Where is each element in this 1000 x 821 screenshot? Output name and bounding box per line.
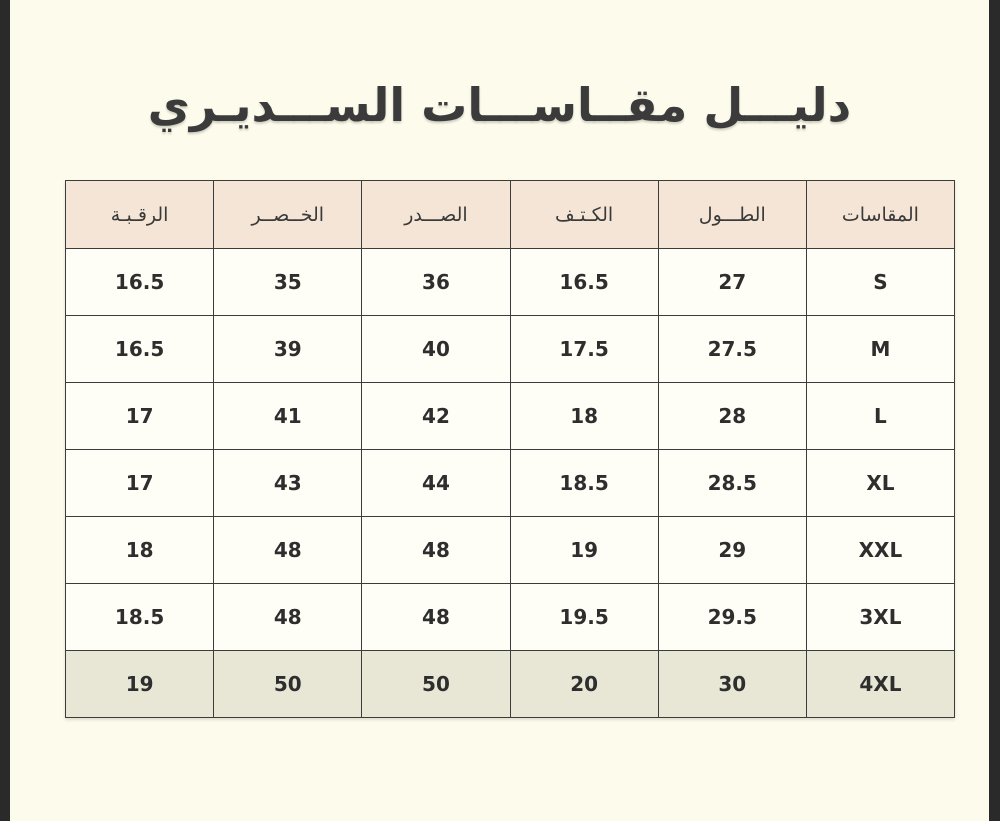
cell-neck: 18 xyxy=(66,517,214,584)
cell-waist: 43 xyxy=(214,450,362,517)
cell-length: 29 xyxy=(658,517,806,584)
cell-size: S xyxy=(806,249,954,316)
cell-length: 30 xyxy=(658,651,806,718)
size-guide-card xyxy=(10,0,989,821)
cell-shoulder: 18 xyxy=(510,383,658,450)
size-table xyxy=(65,180,955,718)
cell-size: 4XL xyxy=(806,651,954,718)
cell-shoulder: 19.5 xyxy=(510,584,658,651)
cell-chest: 44 xyxy=(362,450,510,517)
header-size: المقاسات xyxy=(806,181,954,249)
cell-chest: 48 xyxy=(362,517,510,584)
table-row xyxy=(66,651,955,718)
cell-length: 28 xyxy=(658,383,806,450)
cell-waist: 48 xyxy=(214,517,362,584)
table-row xyxy=(66,450,955,517)
table-row xyxy=(66,584,955,651)
cell-length: 27.5 xyxy=(658,316,806,383)
table-row xyxy=(66,249,955,316)
cell-chest: 50 xyxy=(362,651,510,718)
cell-neck: 17 xyxy=(66,450,214,517)
cell-size: L xyxy=(806,383,954,450)
cell-length: 29.5 xyxy=(658,584,806,651)
cell-length: 28.5 xyxy=(658,450,806,517)
cell-waist: 35 xyxy=(214,249,362,316)
cell-chest: 48 xyxy=(362,584,510,651)
cell-waist: 50 xyxy=(214,651,362,718)
table-row xyxy=(66,383,955,450)
table-row xyxy=(66,316,955,383)
cell-waist: 39 xyxy=(214,316,362,383)
cell-neck: 16.5 xyxy=(66,249,214,316)
cell-size: M xyxy=(806,316,954,383)
cell-shoulder: 18.5 xyxy=(510,450,658,517)
cell-shoulder: 20 xyxy=(510,651,658,718)
cell-size: XXL xyxy=(806,517,954,584)
cell-chest: 40 xyxy=(362,316,510,383)
cell-waist: 48 xyxy=(214,584,362,651)
page-title: دليـــل مقــاســـات الســـديـري xyxy=(147,78,852,132)
table-row xyxy=(66,517,955,584)
header-waist: الخــصــر xyxy=(214,181,362,249)
cell-shoulder: 17.5 xyxy=(510,316,658,383)
cell-neck: 19 xyxy=(66,651,214,718)
cell-size: XL xyxy=(806,450,954,517)
table-header-row xyxy=(66,181,955,249)
cell-neck: 17 xyxy=(66,383,214,450)
cell-shoulder: 16.5 xyxy=(510,249,658,316)
cell-waist: 41 xyxy=(214,383,362,450)
cell-chest: 42 xyxy=(362,383,510,450)
cell-size: 3XL xyxy=(806,584,954,651)
header-shoulder: الكـتـف xyxy=(510,181,658,249)
cell-neck: 16.5 xyxy=(66,316,214,383)
header-chest: الصـــدر xyxy=(362,181,510,249)
header-length: الطـــول xyxy=(658,181,806,249)
cell-shoulder: 19 xyxy=(510,517,658,584)
cell-length: 27 xyxy=(658,249,806,316)
cell-neck: 18.5 xyxy=(66,584,214,651)
cell-chest: 36 xyxy=(362,249,510,316)
header-neck: الرقـبـة xyxy=(66,181,214,249)
